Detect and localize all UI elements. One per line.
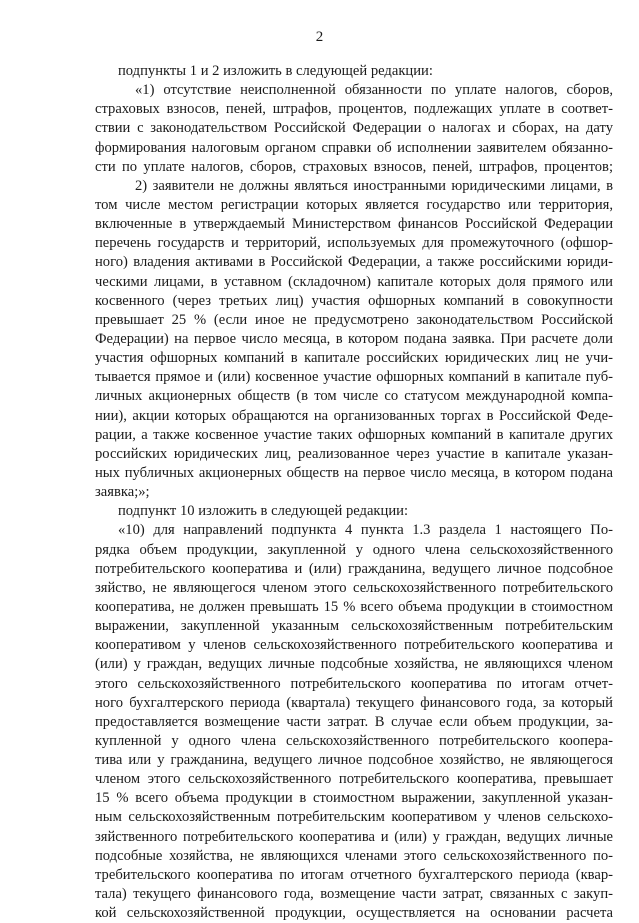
text-line: включенные в утверждаемый Министерством финансов Российской Федерации [95, 216, 613, 233]
text-line: участия офшорных компаний в капитале российских юридических лиц не учи- [95, 350, 613, 367]
text-line: перечень государств и территорий, используемых для промежуточного (офшор- [95, 235, 613, 252]
text-line: Федерации) на первое число месяца, в котором подана заявка. При расчете доли [95, 330, 613, 347]
document-body [95, 62, 613, 923]
text-line: рядка объем продукции, закупленной у одного члена сельскохозяйственного [95, 541, 613, 558]
text-line: 15 % всего объема продукции в стоимостном выражении, закупленной указан- [95, 790, 613, 807]
text-line: подпункт 10 изложить в следующей редакции: [118, 503, 409, 520]
text-line: «1) отсутствие неисполненной обязанности по уплате налогов, сборов, [135, 82, 613, 99]
text-line: зяйство, не являющегося членом этого сельскохозяйственного потребительского [95, 579, 613, 596]
text-line: подпункты 1 и 2 изложить в следующей редакции: [118, 63, 433, 79]
text-line: требительского кооператива по итогам отчетного бухгалтерского периода (квар- [95, 866, 613, 883]
text-line: ного бухгалтерского периода (квартала) текущего финансового года, за который [95, 694, 613, 711]
text-line: ным сельскохозяйственным потребительским кооперативом у членов сельскохо- [95, 809, 613, 826]
text-line: членом этого сельскохозяйственного потребительского кооператива, превышает [95, 771, 613, 788]
text-line: ных публичных акционерных обществ на первое число месяца, в котором подана [95, 464, 613, 481]
text-line: ствии с законодательством Российской Федерации о налогах и сборах, на дату [95, 120, 613, 137]
text-line: предоставляется возмещение части затрат. В случае если объем продукции, за- [95, 713, 613, 730]
text-line: формирования налоговым органом справки об исполнении заявителем обязанно- [95, 139, 613, 156]
text-line: 2) заявители не должны являться иностранными юридическими лицами, в [135, 177, 613, 194]
text-line: кооператива, не должен превышать 15 % всего объема продукции в стоимостном [95, 598, 613, 615]
page-number: 2 [315, 29, 324, 45]
text-line: страховых взносов, пеней, штрафов, процентов, подлежащих уплате в соответ- [95, 101, 613, 118]
text-line: личных акционерных обществ (в том числе со статусом международной компа- [95, 388, 613, 405]
text-line: рации, а также косвенное участие таких офшорных компаний в капитале других [95, 426, 613, 443]
text-line: потребительского кооператива и (или) гражданина, ведущего личное подсобное [95, 560, 613, 577]
text-line: подсобные хозяйства, не являющихся членами этого сельскохозяйственного по- [95, 847, 613, 864]
text-line: зяйственного потребительского кооператива и (или) у граждан, ведущих личные [95, 828, 613, 845]
text-line: российских юридических лиц, реализованное через участие в капитале указан- [95, 445, 613, 462]
text-line: тива или у гражданина, ведущего личное подсобное хозяйство, не являющегося [95, 752, 613, 769]
text-line: ческими лицами, в уставном (складочном) капитале которых доля прямого или [95, 273, 613, 290]
text-line: кой сельскохозяйственной продукции, осуществляется на основании расчета [95, 905, 613, 922]
text-line: сти по уплате налогов, сборов, страховых взносов, пеней, штрафов, процентов; [95, 158, 613, 175]
text-line: тала) текущего финансового года, возмещение части затрат, связанных с закуп- [95, 886, 613, 903]
text-line: нии), акции которых обращаются на организованных торгах в Российской Феде- [95, 407, 613, 424]
text-line: кооперативом у членов сельскохозяйственного потребительского кооператива и [95, 637, 613, 654]
text-line: тывается прямое и (или) косвенное участие офшорных компаний в капитале пуб- [95, 369, 613, 386]
text-line: выражении, закупленной указанным сельскохозяйственным потребительским [95, 618, 613, 635]
text-line: заявка;»; [95, 484, 150, 501]
text-line: косвенного (через третьих лиц) участия офшорных компаний в совокупности [95, 292, 613, 309]
text-line: ного) владения активами в Российской Федерации, а также российскими юриди- [95, 254, 613, 271]
text-line: превышает 25 % (если иное не предусмотрено законодательством Российской [95, 311, 613, 328]
text-line: том числе местом регистрации которых является государство или территория, [95, 196, 613, 213]
text-line: этого сельскохозяйственного потребительского кооператива по итогам отчет- [95, 675, 613, 692]
text-line: «10) для направлений подпункта 4 пункта 1.3 раздела 1 настоящего По- [118, 522, 613, 539]
text-line: купленной у одного члена сельскохозяйственного потребительского коопера- [95, 732, 613, 749]
text-line: (или) у граждан, ведущих личные подсобные хозяйства, не являющихся членом [95, 656, 613, 673]
